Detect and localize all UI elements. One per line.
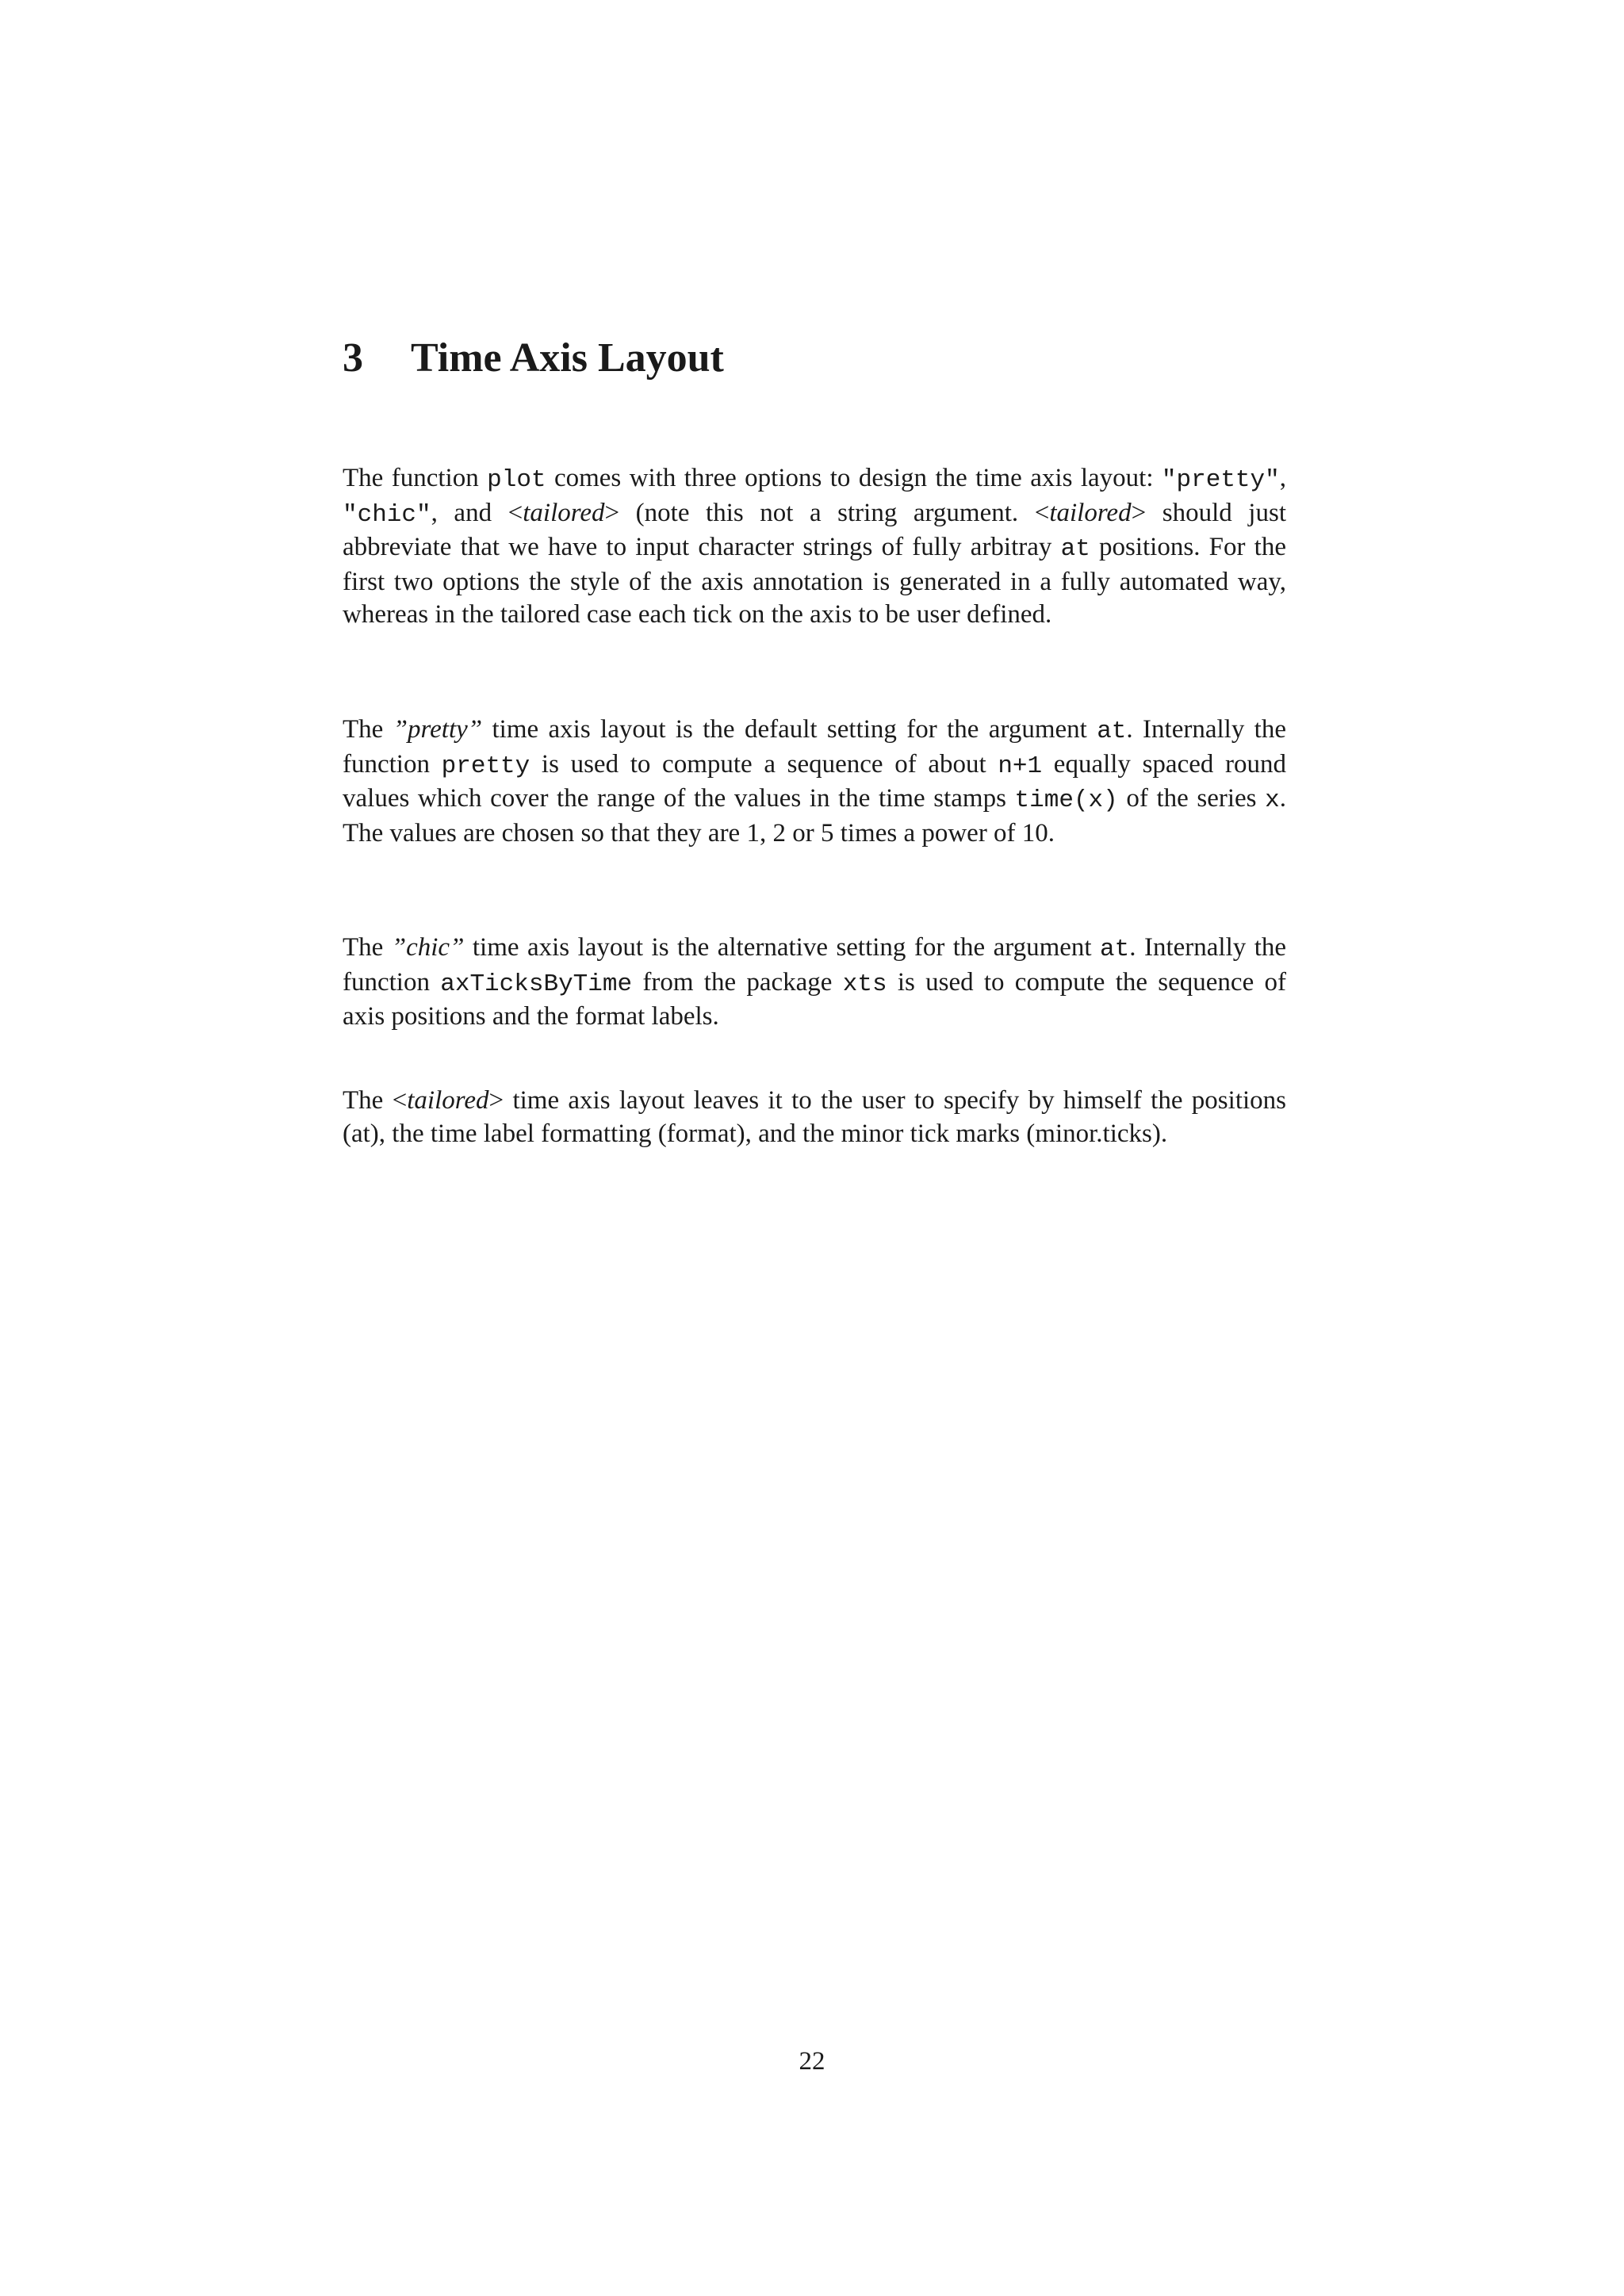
text-run: . Internally the function bbox=[343, 933, 1287, 997]
text-run: equally spaced round values which cover the range of the values in the time stamps bbox=[343, 749, 1287, 813]
text-run: , bbox=[1279, 464, 1286, 492]
text-run: . Internally the function bbox=[343, 715, 1286, 779]
paragraph-chic-layout bbox=[343, 932, 1286, 1034]
text-run: , and < bbox=[431, 498, 523, 527]
page-number: 22 bbox=[799, 2047, 825, 2076]
text-run: > (note this not a string argument. < bbox=[604, 498, 1050, 527]
text-run: . The values are chosen so that they are 1, 2 or 5 times a power of 10. bbox=[343, 784, 1286, 848]
code-at: at bbox=[1097, 718, 1127, 745]
code-xts: xts bbox=[842, 970, 887, 998]
text-run: The bbox=[343, 933, 392, 962]
section-heading bbox=[343, 333, 724, 384]
text-run: time axis layout is the alternative setting for the argument bbox=[464, 933, 1101, 962]
paragraph-time-axis-options bbox=[343, 462, 1286, 632]
text-run: is used to compute a sequence of about bbox=[530, 749, 998, 779]
code-x: x bbox=[1265, 786, 1280, 814]
code-at: at bbox=[1060, 535, 1090, 563]
text-run: The < bbox=[343, 1086, 408, 1115]
text-run: is used to compute the sequence of axis positions and the format labels. bbox=[343, 967, 1286, 1031]
code-plot: plot bbox=[487, 466, 546, 494]
code-pretty: pretty bbox=[441, 752, 530, 780]
italic-tailored: tailored bbox=[407, 1086, 489, 1115]
italic-pretty: ”pretty” bbox=[393, 715, 483, 744]
code-chic-string: "chic" bbox=[343, 500, 431, 529]
text-run: The function bbox=[343, 464, 488, 492]
italic-chic: ”chic” bbox=[391, 933, 465, 962]
text-run: from the package bbox=[632, 967, 843, 997]
code-pretty-string: "pretty" bbox=[1161, 466, 1280, 494]
text-run: of the series bbox=[1117, 784, 1266, 813]
text-run: > should just abbreviate that we have to input character strings of fully arbitray bbox=[343, 498, 1286, 561]
code-n-plus-1: n+1 bbox=[998, 752, 1043, 780]
section-number: 3 bbox=[343, 335, 363, 381]
text-run: The bbox=[343, 715, 393, 744]
text-run: time axis layout is the default setting for the argument bbox=[482, 715, 1097, 744]
paragraph-tailored-layout bbox=[343, 1085, 1286, 1150]
text-run: comes with three options to design the time axis layout: bbox=[546, 464, 1162, 492]
italic-tailored: tailored bbox=[1049, 498, 1132, 527]
italic-tailored: tailored bbox=[523, 498, 605, 527]
text-run: > time axis layout leaves it to the user to specify by himself the positions (at), the time label formatting (format), and the minor tick marks (minor.ticks). bbox=[343, 1086, 1286, 1148]
code-time-x: time(x) bbox=[1014, 786, 1118, 814]
section-title: Time Axis Layout bbox=[411, 335, 724, 381]
paragraph-pretty-layout bbox=[343, 714, 1286, 850]
code-axticksbytime: axTicksByTime bbox=[440, 970, 633, 998]
code-at: at bbox=[1100, 936, 1130, 963]
text-run: positions. For the first two options the style of the axis annotation is generated in a fully automated way, whereas in the tailored case each tick on the axis to be user defined. bbox=[343, 533, 1286, 629]
